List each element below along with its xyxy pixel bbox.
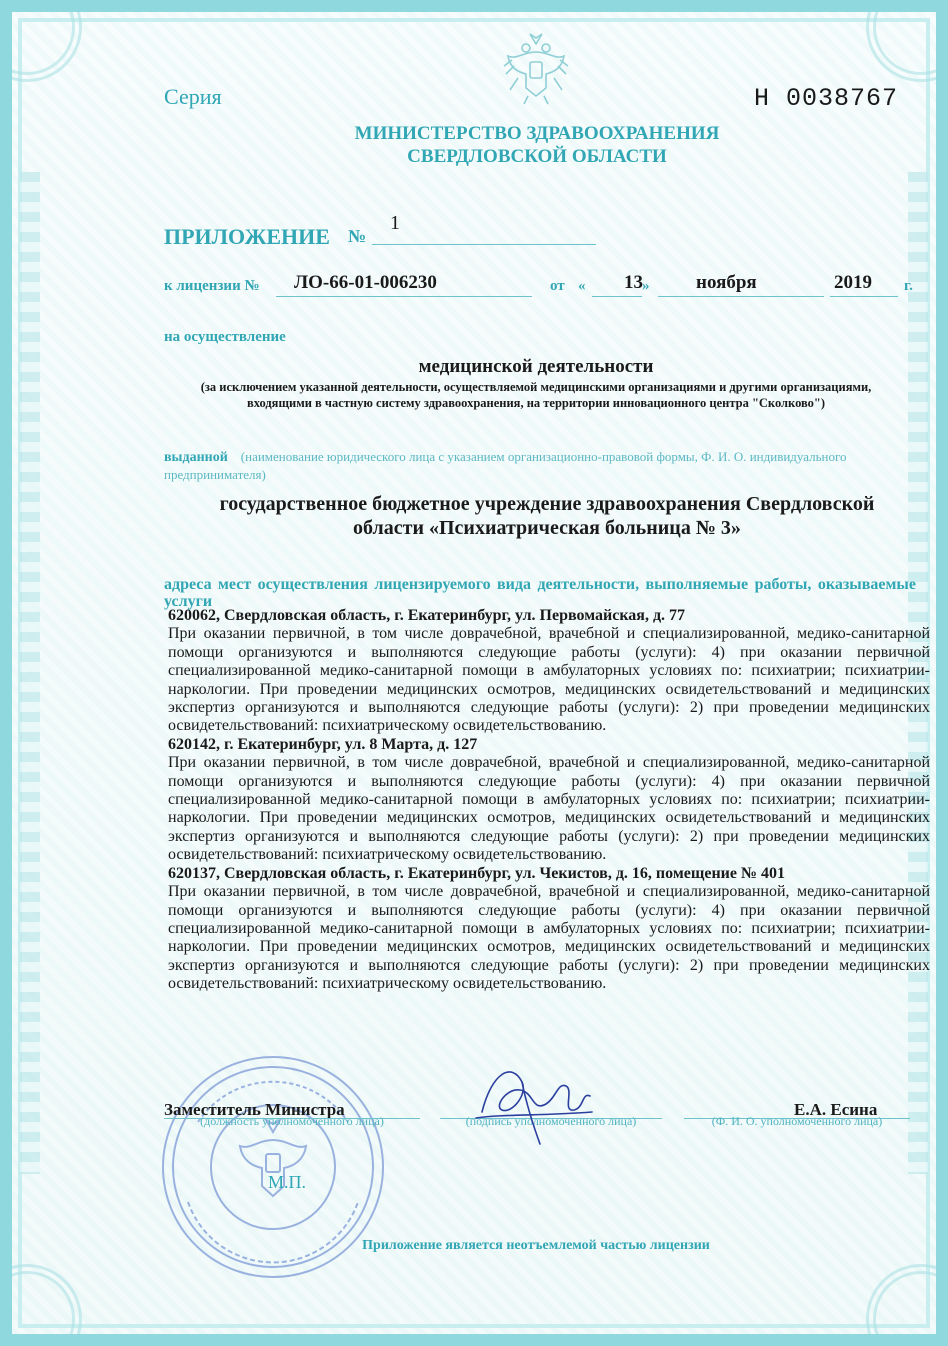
day-line — [592, 296, 642, 297]
license-number-line — [276, 296, 532, 297]
caption-name: (Ф. И. О. уполномоченного лица) — [711, 1114, 883, 1128]
signatory-name: Е.А. Есина — [794, 1100, 878, 1119]
address-item — [168, 607, 930, 736]
license-day: 13 — [624, 272, 643, 293]
ministry-title: МИНИСТЕРСТВО ЗДРАВООХРАНЕНИЯ — [354, 123, 720, 144]
double-headed-eagle-icon — [496, 26, 576, 106]
corner-ornament — [866, 1264, 948, 1346]
quote-close: » — [642, 278, 650, 294]
signatory-position: Заместитель Министра — [164, 1100, 345, 1119]
activity-note: (за исключением указанной деятельности, осуществляемой медицинскими организациями и другими организациями, входящими в частную систему здравоохранения, на территории инновационного центра "Сколково") — [200, 380, 872, 410]
addresses-label: адреса мест осуществления лицензируемого вида деятельности, выполняемые работы, оказываемые услуги — [164, 576, 916, 610]
address-services: При оказании первичной, в том числе доврачебной, врачебной и специализированной, медико-санитарной помощи организуются и выполняются следующие работы (услуги): 4) при оказании первичной специализированной медико-санитарной помощи в амбулаторных условиях по: психиатрии; психиатрии-наркологии. При проведении медицинских осмотров, медицинских освидетельствований и медицинских экспертиз организуются и выполняются следующие работы (услуги): 2) при проведении медицинских освидетельствований: психиатрическому освидетельствованию. — [168, 883, 930, 993]
address-services: При оказании первичной, в том числе доврачебной, врачебной и специализированной, медико-санитарной помощи организуются и выполняются следующие работы (услуги): 4) при оказании первичной специализированной медико-санитарной помощи в амбулаторных условиях по: психиатрии; психиатрии-наркологии. При проведении медицинских осмотров, медицинских освидетельствований и медицинских экспертиз организуются и выполняются следующие работы (услуги): 2) при проведении медицинских освидетельствований: психиатрическому освидетельствованию. — [168, 625, 930, 735]
date-from-label: от — [550, 278, 565, 294]
activity-type: медицинской деятельности — [418, 356, 654, 377]
footer-note: Приложение является неотъемлемой частью лицензии — [362, 1238, 710, 1253]
corner-ornament — [0, 0, 82, 82]
year-line — [830, 296, 898, 297]
ministry-region: СВЕРДЛОВСКОЙ ОБЛАСТИ — [407, 146, 667, 167]
issued-hint: (наименование юридического лица с указанием организационно-правовой формы, Ф. И. О. индивидуального предпринимателя) — [164, 449, 847, 482]
appendix-label: ПРИЛОЖЕНИЕ — [164, 224, 330, 249]
license-month: ноября — [696, 272, 757, 293]
address-title: 620137, Свердловская область, г. Екатеринбург, ул. Чекистов, д. 16, помещение № 401 — [168, 864, 786, 882]
address-title: 620062, Свердловская область, г. Екатеринбург, ул. Первомайская, д. 77 — [168, 607, 686, 624]
appendix-number-line — [372, 244, 596, 245]
address-item — [168, 865, 930, 994]
appendix-number-value: 1 — [390, 212, 400, 234]
series-label: Серия — [164, 84, 222, 109]
quote-open: « — [578, 278, 586, 294]
corner-ornament — [0, 1264, 82, 1346]
address-title: 620142, г. Екатеринбург, ул. 8 Марта, д. 127 — [168, 735, 478, 753]
corner-ornament — [866, 0, 948, 82]
issued-block — [164, 448, 914, 483]
license-label: к лицензии № — [164, 278, 260, 294]
issued-label: выданной — [164, 450, 228, 465]
appendix-number-label: № — [348, 226, 367, 246]
caption-signature: (подпись уполномоченного лица) — [465, 1114, 637, 1128]
license-year: 2019 — [834, 272, 872, 293]
month-line — [658, 296, 824, 297]
year-suffix: г. — [904, 278, 913, 294]
border-ornament — [20, 172, 40, 1174]
handwritten-signature-icon — [462, 1052, 612, 1152]
license-number: ЛО-66-01-006230 — [294, 272, 437, 293]
address-item — [168, 736, 930, 865]
stamp-label: М.П. — [268, 1172, 307, 1192]
caption-position: (должность уполномоченного лица) — [200, 1114, 384, 1128]
addresses-list — [168, 607, 930, 994]
purpose-label: на осуществление — [164, 329, 286, 345]
series-number: Н 0038767 — [754, 84, 899, 113]
organization-name: государственное бюджетное учреждение здравоохранения Свердловской области «Психиатрическая больница № 3» — [219, 493, 875, 539]
address-services: При оказании первичной, в том числе доврачебной, врачебной и специализированной, медико-санитарной помощи организуются и выполняются следующие работы (услуги): 4) при оказании первичной специализированной медико-санитарной помощи в амбулаторных условиях по: психиатрии; психиатрии-наркологии. При проведении медицинских осмотров, медицинских освидетельствований и медицинских экспертиз организуются и выполняются следующие работы (услуги): 2) при проведении медицинских освидетельствований: психиатрическому освидетельствованию. — [168, 754, 930, 864]
